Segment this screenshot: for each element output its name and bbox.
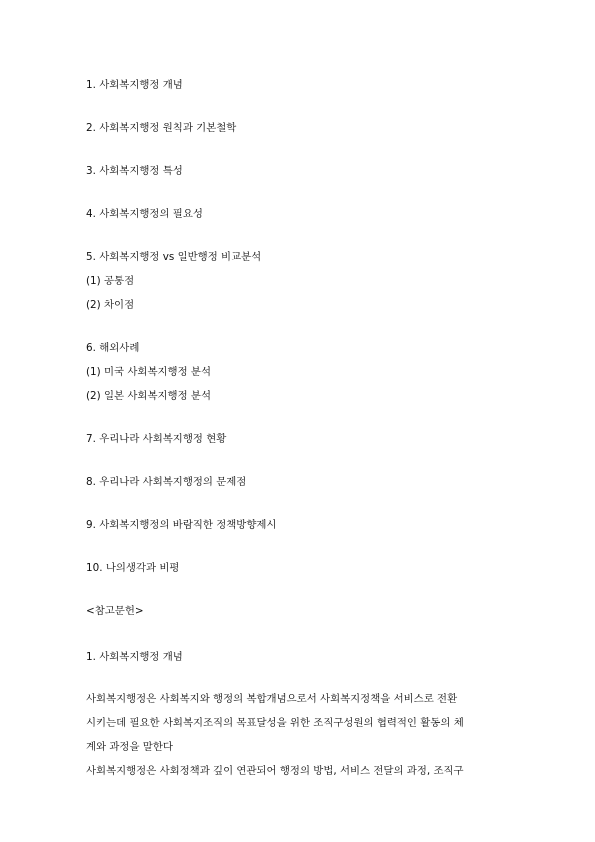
- toc-item-4: 4. 사회복지행정의 필요성: [86, 208, 203, 220]
- toc-item-1: 1. 사회복지행정 개념: [86, 79, 183, 91]
- toc-subitem-6-1: (1) 미국 사회복지행정 분석: [86, 366, 211, 378]
- toc-item-3: 3. 사회복지행정 특성: [86, 165, 183, 177]
- toc-item-5: 5. 사회복지행정 vs 일반행정 비교분석: [86, 251, 262, 263]
- toc-item-9: 9. 사회복지행정의 바람직한 정책방향제시: [86, 519, 277, 531]
- body-line: 계와 과정을 말한다: [86, 741, 173, 753]
- section-title: 1. 사회복지행정 개념: [86, 651, 183, 663]
- toc-subitem-5-1: (1) 공통점: [86, 275, 135, 287]
- toc-item-8: 8. 우리나라 사회복지행정의 문제점: [86, 476, 247, 488]
- toc-item-7: 7. 우리나라 사회복지행정 현황: [86, 433, 227, 445]
- toc-item-2: 2. 사회복지행정 원칙과 기본철학: [86, 122, 237, 134]
- toc-item-6: 6. 해외사례: [86, 342, 140, 354]
- toc-subitem-5-2: (2) 차이점: [86, 299, 135, 311]
- body-line: 사회복지행정은 사회복지와 행정의 복합개념으로서 사회복지정책을 서비스로 전환: [86, 693, 458, 705]
- toc-item-10: 10. 나의생각과 비평: [86, 562, 180, 574]
- body-line: 시키는데 필요한 사회복지조직의 목표달성을 위한 조직구성원의 협력적인 활동의 체: [86, 717, 464, 729]
- body-line: 사회복지행정은 사회정책과 깊이 연관되어 행정의 방법, 서비스 전달의 과정, 조직구: [86, 765, 464, 777]
- toc-subitem-6-2: (2) 일본 사회복지행정 분석: [86, 390, 211, 402]
- references-heading: <참고문헌>: [86, 605, 144, 617]
